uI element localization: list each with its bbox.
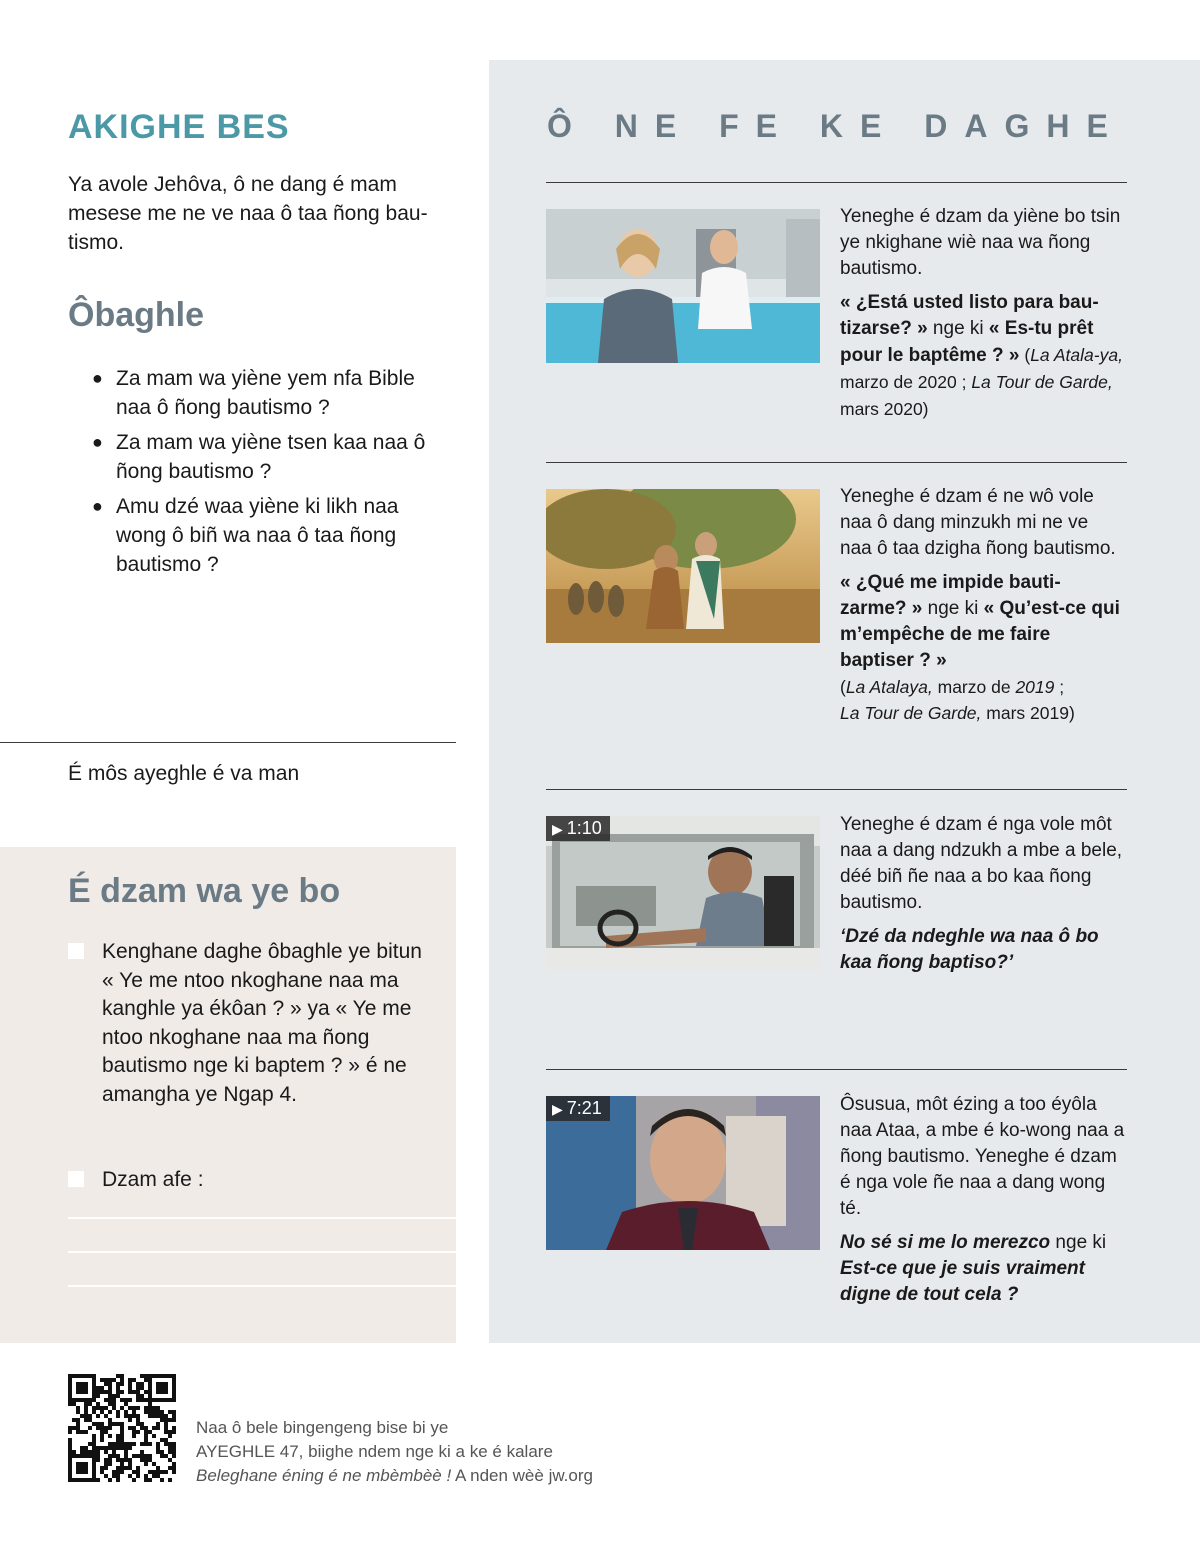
resource-text <box>840 484 1125 726</box>
question-text: Za mam wa yiène tsen kaa naa ô ñong bautismo ? <box>116 431 426 483</box>
citation-part: La Tour de Garde, <box>840 703 982 723</box>
bullet-icon: ● <box>92 432 103 452</box>
resource-title[interactable]: ‘Dzé da ndeghle wa naa ô bo kaa ñong baptiso?’ <box>840 926 1099 973</box>
bullet-icon: ● <box>92 368 103 388</box>
footer <box>196 1416 593 1488</box>
question-text: Amu dzé waa yiène ki likh naa wong ô biñ wa naa ô taa ñong bautismo ? <box>116 495 399 576</box>
question-text: Za mam wa yiène yem nfa Bible naa ô ñong bautismo ? <box>116 367 415 419</box>
title-es: No sé si me lo merezco <box>840 1232 1051 1253</box>
citation-part: ; <box>1054 677 1065 697</box>
checkbox[interactable] <box>68 943 84 959</box>
resource-description: Yeneghe é dzam é ne wô vole naa ô dang minzukh mi ne ve naa ô taa dzigha ñong bautismo. <box>840 486 1116 559</box>
divider <box>0 742 456 743</box>
painting-image[interactable] <box>546 489 820 643</box>
citation <box>840 674 1125 726</box>
citation-part: 2019 <box>1015 677 1055 697</box>
play-icon: ▶ <box>552 1101 563 1117</box>
summary-text: Ya avole Jehôva, ô ne dang é mam mesese me ne ve naa ô taa ñong bau-tismo. <box>68 173 428 254</box>
citation: La Atala-ya, <box>1030 345 1123 365</box>
write-line[interactable] <box>68 1285 456 1287</box>
divider <box>546 182 1127 183</box>
video-thumbnail-driver[interactable] <box>546 816 820 970</box>
citation: ( <box>1019 345 1031 365</box>
bullet-icon: ● <box>92 496 103 516</box>
resource-title[interactable] <box>840 1230 1125 1308</box>
duration-text: 7:21 <box>566 1098 602 1118</box>
summary-heading: AKIGHE BES <box>68 108 290 146</box>
title-fr: « Qu’est-ce qui m’empêche de me faire baptiser ? » <box>840 598 1120 671</box>
divider <box>546 1069 1127 1070</box>
citation-part: mars 2019) <box>981 703 1075 723</box>
checkbox[interactable] <box>68 1171 84 1187</box>
resource-text <box>840 204 1125 423</box>
todo-item <box>68 938 428 1109</box>
footer-line: AYEGHLE 47, biighe ndem nge ki a ke é kalare <box>196 1442 553 1461</box>
note-line: É môs ayeghle é va man <box>68 762 300 785</box>
baptism-pool-image[interactable] <box>546 209 820 363</box>
footer-tagline: Beleghane éning é ne mbèmbèè ! <box>196 1466 452 1485</box>
write-line[interactable] <box>68 1217 456 1219</box>
video-thumbnail-man[interactable] <box>546 1096 820 1250</box>
todo-item-text: Dzam afe : <box>102 1168 204 1191</box>
resource-title[interactable] <box>840 290 1125 423</box>
title-fr: « Es-tu prêt pour le baptême ? » <box>840 318 1094 366</box>
divider <box>546 462 1127 463</box>
resource-text <box>840 1092 1125 1308</box>
todo-heading: É dzam wa ye bo <box>68 872 341 910</box>
title-fr: Est-ce que je suis vraiment digne de tout cela ? <box>840 1258 1085 1305</box>
qr-code-icon[interactable] <box>68 1374 176 1482</box>
play-icon: ▶ <box>552 821 563 837</box>
title-connector: nge ki <box>927 318 989 339</box>
questions-list <box>92 364 442 585</box>
footer-line: Naa ô bele bingengeng bise bi ye <box>196 1418 449 1437</box>
resource-description: Yeneghe é dzam da yiène bo tsin ye nkighane wiè naa wa ñong bautismo. <box>840 206 1121 279</box>
citation-part: La Atalaya, <box>845 677 933 697</box>
divider <box>546 789 1127 790</box>
resource-text <box>840 812 1125 976</box>
title-connector: nge ki <box>1050 1232 1107 1253</box>
citation: mars 2020) <box>840 399 929 419</box>
resource-description: Ôsusua, môt ézing a too éyôla naa Ataa, a mbe é ko-wong naa a ñong bautismo. Yeneghe é dzam é nga vole ñe naa a dang wong té. <box>840 1094 1125 1219</box>
citation-part: ( <box>840 677 846 697</box>
question-item <box>92 492 442 579</box>
duration-text: 1:10 <box>566 818 602 838</box>
footer-line <box>196 1464 593 1488</box>
citation-part: marzo de <box>932 677 1016 697</box>
question-item <box>92 428 442 486</box>
citation: marzo de 2020 ; <box>840 372 972 392</box>
video-duration <box>546 1096 610 1121</box>
title-es: « ¿Qué me impide bauti-zarme? » <box>840 572 1061 619</box>
resource-description: Yeneghe é dzam é nga vole môt naa a dang ndzukh a mbe a bele, déé biñ ñe naa a bo kaa ñong bautismo. <box>840 814 1123 913</box>
resources-heading: Ô NE FE KE DAGHE <box>547 108 1125 144</box>
todo-item-text: Kenghane daghe ôbaghle ye bitun « Ye me ntoo nkoghane naa ma kanghle ya ékôan ? » ya « Ye me ntoo nkoghane naa ma ñong bautismo nge ki baptem ? » é ne amangha ye Ngap 4. <box>102 940 422 1106</box>
title-es: « ¿Está usted listo para bau-tizarse? » <box>840 292 1099 339</box>
todo-item <box>68 1166 428 1195</box>
footer-website[interactable]: A nden wèè jw.org <box>451 1466 593 1485</box>
resource-title[interactable] <box>840 570 1125 674</box>
write-line[interactable] <box>68 1251 456 1253</box>
question-item <box>92 364 442 422</box>
video-duration <box>546 816 610 841</box>
title-connector: nge ki <box>922 598 984 619</box>
citation: La Tour de Garde, <box>971 372 1113 392</box>
questions-heading: Ôbaghle <box>68 296 205 334</box>
